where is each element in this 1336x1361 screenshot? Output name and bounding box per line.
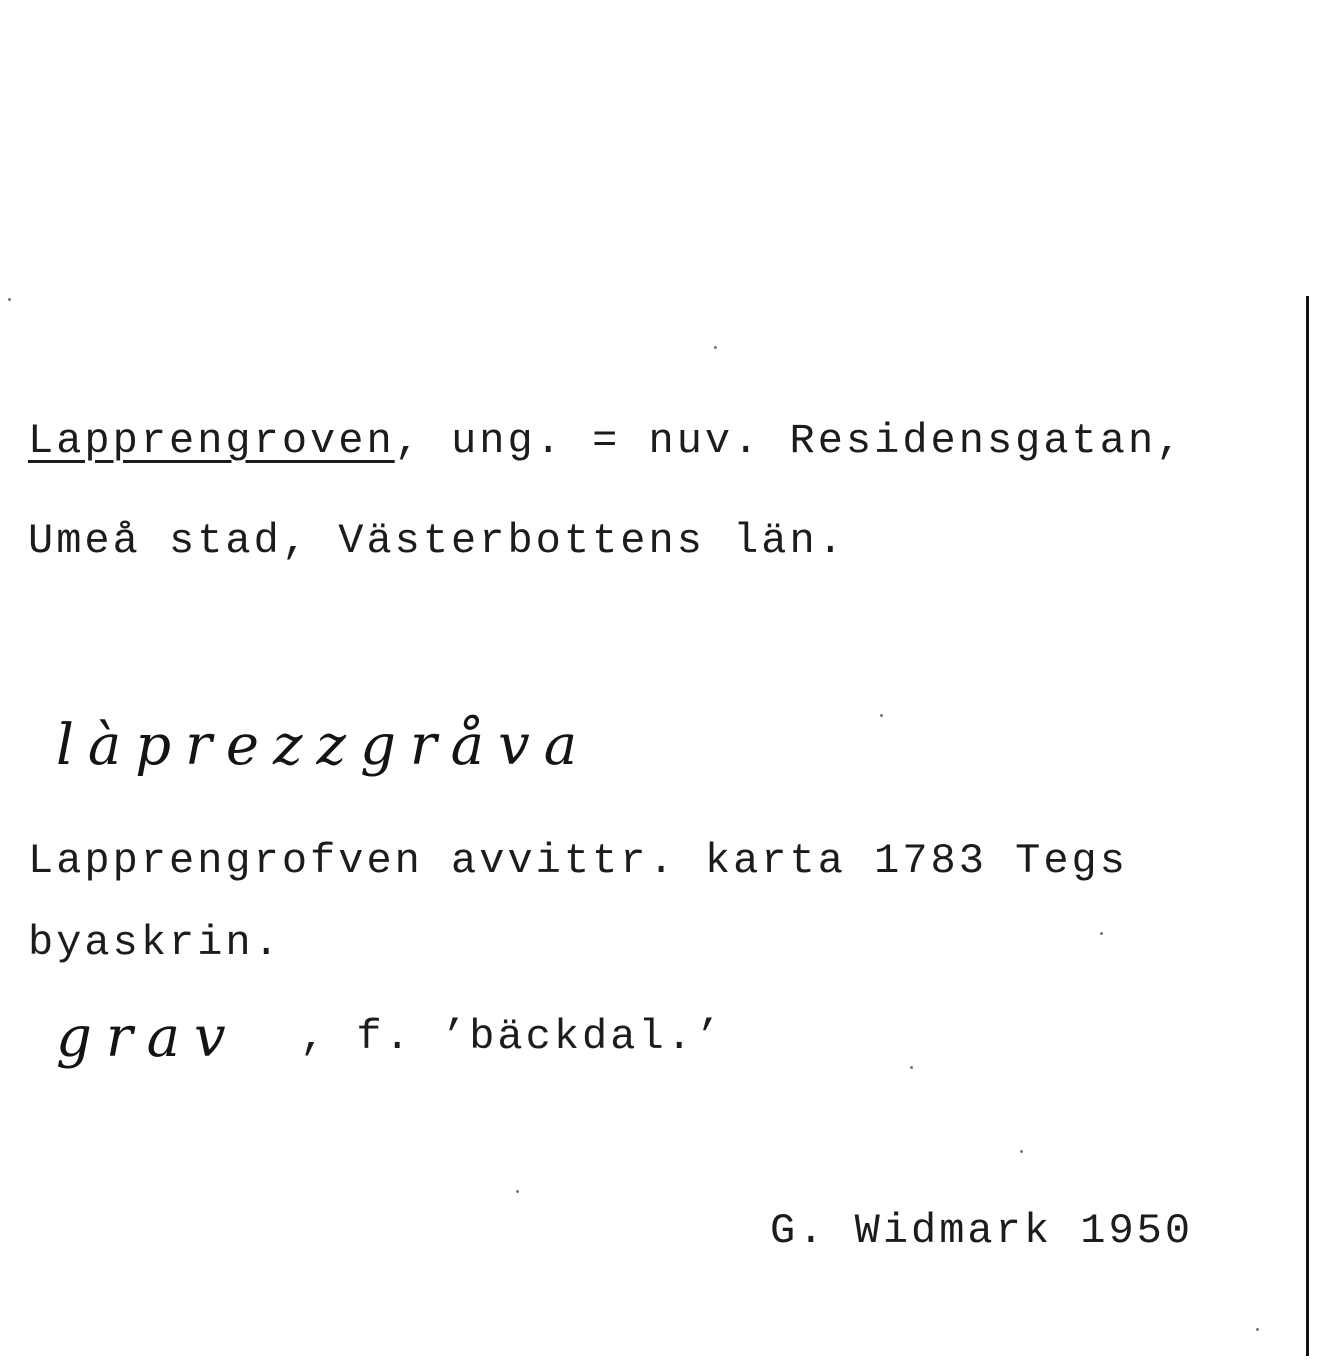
headword: Lapprengroven [28,417,395,465]
signature: G. Widmark 1950 [770,1207,1194,1255]
source-line-2: byaskrin. [28,919,282,967]
headword-definition: , ung. = nuv. Residensgatan, [394,417,1185,465]
speck [1256,1328,1259,1331]
etymology-line [56,1005,240,1070]
speck [880,714,883,717]
pronunciation-handwritten: làprezzgråva [56,713,592,778]
speck [8,298,11,301]
speck [1020,1150,1023,1153]
speck [516,1190,519,1193]
card-right-border [1306,296,1309,1356]
speck [714,346,717,349]
entry-line-1 [28,417,1185,465]
etymology-definition: , f. ’bäckdal.’ [300,1013,724,1061]
speck [1100,932,1103,935]
speck [910,1066,913,1069]
etymology-handwritten: grav [56,1005,240,1070]
source-line-1: Lapprengrofven avvittr. karta 1783 Tegs [28,837,1128,885]
entry-line-2: Umeå stad, Västerbottens län. [28,517,846,565]
